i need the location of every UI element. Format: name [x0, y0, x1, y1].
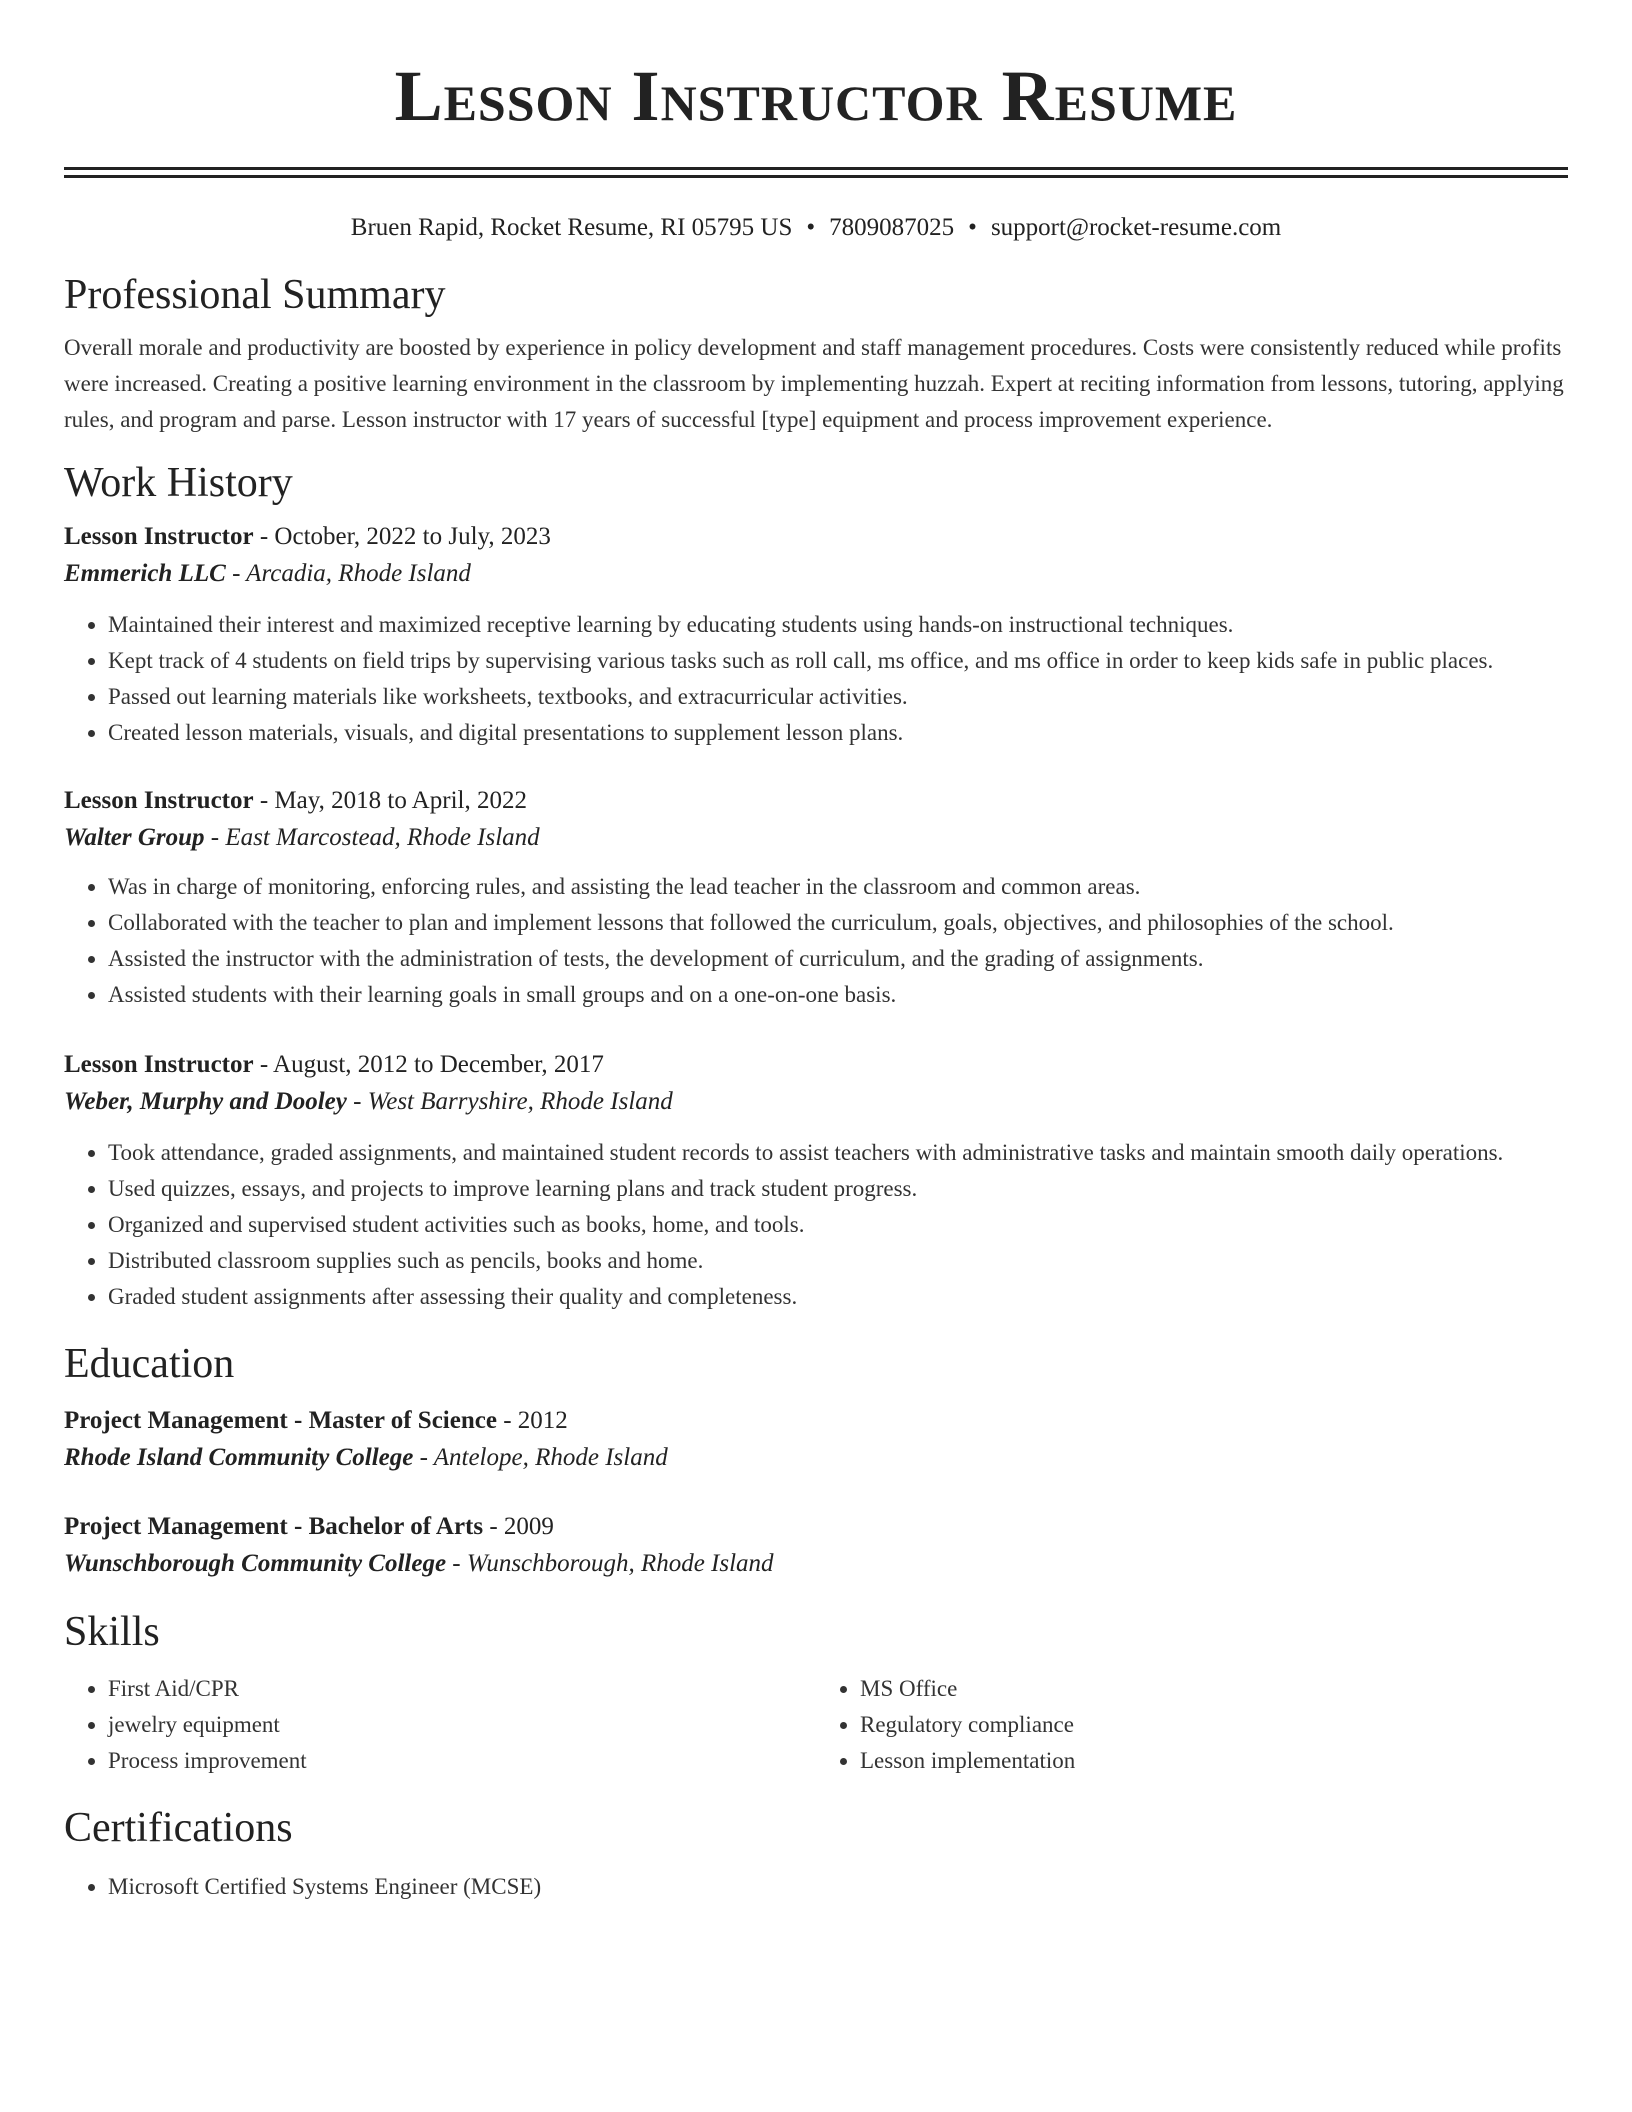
resume-page: [64, 0, 1568, 1905]
degree-line: [64, 1509, 1568, 1545]
skill-item: • MS Office: [860, 1671, 1568, 1707]
job-duty: • Maintained their interest and maximized receptive learning by educating students using hands-on instructional techniques.: [108, 607, 1568, 643]
work-history-heading: Work History: [64, 460, 293, 506]
contact-line: [64, 212, 1568, 244]
job-dates: - May, 2018 to April, 2022: [253, 787, 527, 814]
skills-list: [64, 1671, 1568, 1779]
job-entry: [64, 783, 1568, 1013]
school-location: - Wunschborough, Rhode Island: [446, 1550, 774, 1577]
employer-name: Weber, Murphy and Dooley: [64, 1088, 347, 1115]
job-title-line: [64, 519, 1568, 555]
degree-line: [64, 1403, 1568, 1439]
job-duty: • Graded student assignments after assessing their quality and completeness.: [108, 1279, 1568, 1315]
certifications-list: [64, 1869, 1568, 1905]
summary-text: Overall morale and productivity are boosted by experience in policy development and staff management procedures. Costs were consistently reduced while profits were increased. Creating a positive learning environment in the classroom by implementing huzzah. Expert at reciting information from lessons, tutoring, applying rules, and program and parse. Lesson instructor with 17 years of successful [type] equipment and process improvement experience.: [64, 335, 1564, 432]
skills-column-left: [64, 1671, 816, 1779]
employer-line: [64, 819, 1568, 857]
certifications-heading: Certifications: [64, 1805, 293, 1851]
education-entry: [64, 1403, 1568, 1477]
job-duty: • Assisted students with their learning goals in small groups and on a one-on-one basis.: [108, 977, 1568, 1013]
job-dates: - October, 2022 to July, 2023: [253, 523, 551, 550]
contact-separator: •: [806, 214, 816, 241]
summary-heading: Professional Summary: [64, 272, 446, 318]
skill-item: • Process improvement: [108, 1743, 816, 1779]
job-duty: • Distributed classroom supplies such as pencils, books and home.: [108, 1243, 1568, 1279]
employer-line: [64, 1083, 1568, 1121]
school-line: [64, 1545, 1568, 1583]
resume-title: Lesson Instructor Resume: [394, 56, 1238, 136]
school-name: Wunschborough Community College: [64, 1550, 447, 1577]
degree-year: - 2012: [496, 1407, 568, 1434]
job-title-line: [64, 1047, 1568, 1083]
job-entry: [64, 1047, 1568, 1315]
skill-item: • Regulatory compliance: [860, 1707, 1568, 1743]
job-duties: [64, 869, 1568, 1013]
employer-location: - West Barryshire, Rhode Island: [346, 1088, 673, 1115]
employer-location: - Arcadia, Rhode Island: [225, 560, 471, 587]
job-dates: - August, 2012 to December, 2017: [253, 1051, 604, 1078]
contact-address: Bruen Rapid, Rocket Resume, RI 05795 US: [350, 214, 793, 241]
contact-phone: 7809087025: [829, 214, 955, 241]
employer-name: Emmerich LLC: [64, 560, 226, 587]
job-duty: • Kept track of 4 students on field trips by supervising various tasks such as roll call, ms office, and ms office in order to keep kids safe in public places.: [108, 643, 1568, 679]
skill-item: • First Aid/CPR: [108, 1671, 816, 1707]
job-duty: • Assisted the instructor with the administration of tests, the development of curriculum, and the grading of assignments.: [108, 941, 1568, 977]
school-line: [64, 1439, 1568, 1477]
job-duties: [64, 607, 1568, 751]
contact-email[interactable]: support@rocket-resume.com: [990, 214, 1282, 241]
job-entry: [64, 519, 1568, 751]
job-role: Lesson Instructor: [64, 1051, 254, 1078]
degree-year: - 2009: [483, 1513, 554, 1540]
job-duty: • Organized and supervised student activities such as books, home, and tools.: [108, 1207, 1568, 1243]
job-duty: • Was in charge of monitoring, enforcing rules, and assisting the lead teacher in the classroom and common areas.: [108, 869, 1568, 905]
job-role: Lesson Instructor: [64, 523, 254, 550]
job-duty: • Passed out learning materials like worksheets, textbooks, and extracurricular activities.: [108, 679, 1568, 715]
job-title-line: [64, 783, 1568, 819]
job-duty: • Collaborated with the teacher to plan and implement lessons that followed the curriculum, goals, objectives, and philosophies of the school.: [108, 905, 1568, 941]
employer-line: [64, 555, 1568, 593]
school-name: Rhode Island Community College: [64, 1444, 414, 1471]
skills-heading: Skills: [64, 1609, 160, 1655]
skills-column-right: [816, 1671, 1568, 1779]
degree-name: Project Management - Master of Science: [64, 1407, 497, 1434]
employer-location: - East Marcostead, Rhode Island: [204, 824, 540, 851]
title-divider: [64, 167, 1568, 178]
skill-item: • jewelry equipment: [108, 1707, 816, 1743]
degree-name: Project Management - Bachelor of Arts: [64, 1513, 484, 1540]
education-entry: [64, 1509, 1568, 1583]
certification-item: • Microsoft Certified Systems Engineer (MCSE): [108, 1869, 1568, 1905]
job-duties: [64, 1135, 1568, 1315]
job-duty: • Created lesson materials, visuals, and digital presentations to supplement lesson plans.: [108, 715, 1568, 751]
education-heading: Education: [64, 1341, 235, 1387]
job-duty: • Took attendance, graded assignments, and maintained student records to assist teachers with administrative tasks and maintain smooth daily operations.: [108, 1135, 1568, 1171]
contact-separator: •: [968, 214, 977, 241]
school-location: - Antelope, Rhode Island: [413, 1444, 668, 1471]
employer-name: Walter Group: [64, 824, 205, 851]
job-role: Lesson Instructor: [64, 787, 254, 814]
skill-item: • Lesson implementation: [860, 1743, 1568, 1779]
job-duty: • Used quizzes, essays, and projects to improve learning plans and track student progress.: [108, 1171, 1568, 1207]
